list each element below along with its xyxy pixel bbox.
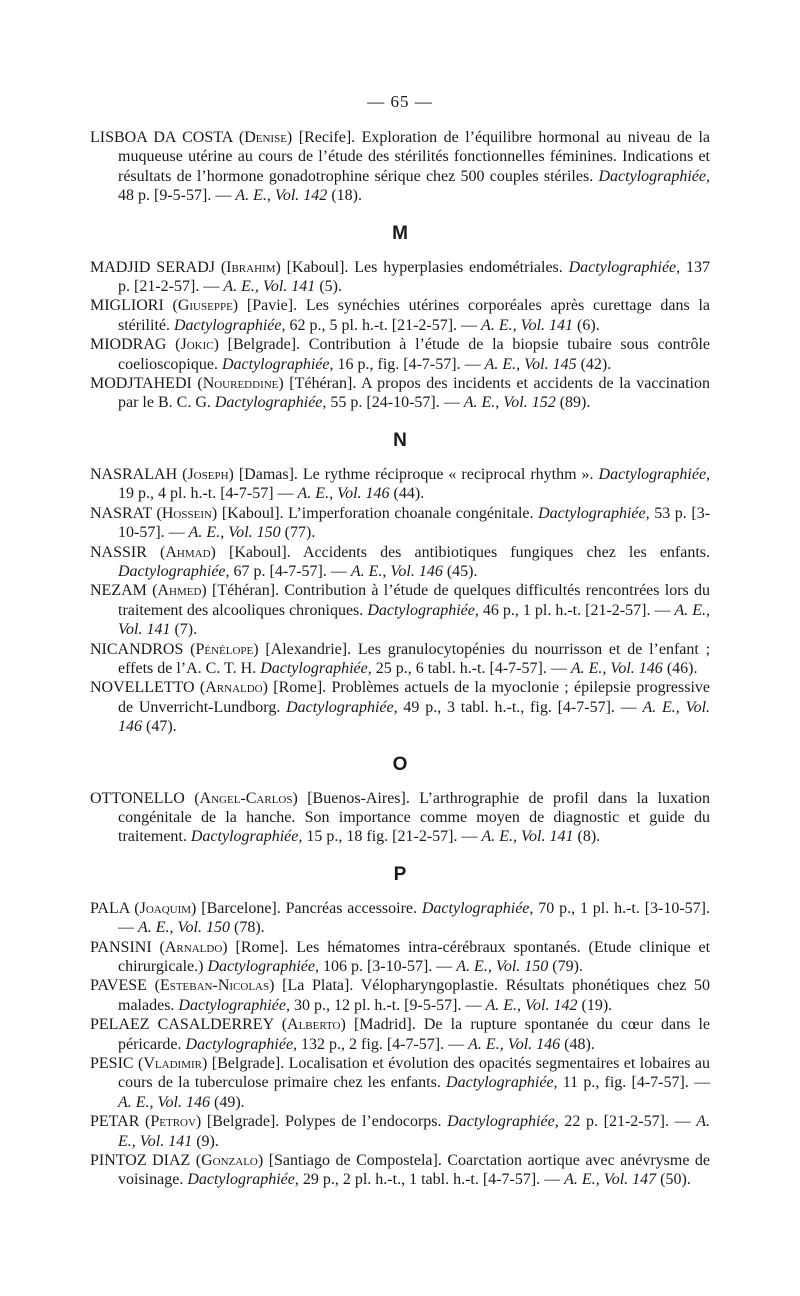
entry-reference: A. E., Vol. 146 bbox=[468, 1035, 561, 1053]
bibliography-entry bbox=[90, 640, 710, 679]
bibliography-entry bbox=[90, 938, 710, 977]
entry-surname: MODJTAHEDI bbox=[90, 375, 192, 393]
entry-city: [Rome]. bbox=[273, 679, 327, 697]
entry-source: Dactylographiée, bbox=[421, 899, 534, 917]
entry-reference: A. E., Vol. 146 bbox=[118, 698, 711, 736]
entry-number: (50). bbox=[660, 1171, 691, 1189]
entry-city: [Madrid]. bbox=[353, 1016, 416, 1034]
entry-given-name: (Petrov) bbox=[145, 1113, 202, 1131]
entry-title: L’imperforation choanale congénitale. bbox=[288, 504, 534, 522]
entry-source: Dactylographiée, bbox=[207, 958, 319, 975]
entry-details: 48 p. [9-5-57]. — bbox=[118, 187, 232, 205]
entry-number: (7). bbox=[174, 621, 198, 639]
entry-title: Accidents des antibiotiques fungiques chez les enfants. bbox=[302, 543, 711, 561]
entry-number: (77). bbox=[284, 524, 316, 542]
entry-details: 46 p., 1 pl. h.-t. [21-2-57]. — bbox=[482, 601, 671, 619]
entry-given-name: (Alberto) bbox=[281, 1016, 346, 1034]
bibliography-entry bbox=[90, 1054, 710, 1112]
entry-given-name: (Denise) bbox=[238, 129, 293, 146]
bibliography-entry bbox=[90, 1151, 710, 1190]
entry-reference: A. E., Vol. 145 bbox=[484, 355, 577, 373]
entry-surname: MIGLIORI bbox=[90, 297, 164, 315]
entry-number: (46). bbox=[666, 659, 698, 677]
entry-surname: NOVELLETTO bbox=[90, 679, 195, 697]
bibliography-entry bbox=[90, 543, 710, 582]
entry-title: Polypes de l’endocorps. bbox=[284, 1113, 442, 1131]
entry-reference: A. E., Vol. 142 bbox=[235, 187, 328, 205]
entry-title: Les granulocytopénies du nourrisson et de l’enfant ; effets de l’A. C. T. H. bbox=[118, 640, 711, 677]
entry-title: Exploration de l’équilibre hormonal au niveau de la muqueuse utérine au cours de l’étude des stérilités fonctionnelles féminines. Indications et résultats de l’hormone gonadotrophine sérique chez 500 couples stériles. bbox=[118, 129, 711, 185]
entry-city: [Recife]. bbox=[298, 129, 356, 146]
entry-title: Problèmes actuels de la myoclonie ; épilepsie progressive de Unverricht-Lundborg. bbox=[118, 679, 710, 716]
entry-city: [Téhéran]. bbox=[289, 375, 357, 393]
entry-details: 11 p., fig. [4-7-57]. — bbox=[562, 1074, 710, 1092]
entry-city: [Kaboul]. bbox=[286, 258, 349, 276]
entry-details: 55 p. [24-10-57]. — bbox=[330, 394, 460, 412]
bibliography-entry bbox=[90, 1015, 710, 1054]
entry-city: [Belgrade]. bbox=[206, 1113, 280, 1131]
entry-surname: PETAR bbox=[90, 1113, 140, 1131]
bibliography-entry bbox=[90, 258, 710, 297]
entry-source: Dactylographiée, bbox=[190, 828, 303, 846]
entry-surname: NASSIR bbox=[90, 543, 147, 561]
entry-title: Pancréas accessoire. bbox=[285, 899, 418, 917]
entry-number: (49). bbox=[214, 1093, 245, 1111]
bibliography-list bbox=[90, 128, 710, 1190]
bibliography-entry bbox=[90, 899, 710, 938]
entry-reference: A. E., Vol. 146 bbox=[118, 1093, 210, 1111]
entry-given-name: (Ibrahim) bbox=[220, 258, 281, 276]
entry-title: Contribution à l’étude de quelques difficultés rencontrées lors du traitement des alcooliques chroniques. bbox=[118, 582, 711, 619]
entry-source: Dactylographiée, bbox=[447, 1113, 559, 1131]
entry-source: Dactylographiée, bbox=[118, 562, 230, 580]
entry-given-name: (Ahmad) bbox=[160, 543, 216, 561]
entry-given-name: (Vladimir) bbox=[138, 1055, 208, 1073]
entry-source: Dactylographiée, bbox=[538, 504, 650, 522]
entry-city: [Rome]. bbox=[235, 938, 289, 956]
entry-number: (42). bbox=[580, 355, 612, 373]
entry-details: 16 p., fig. [4-7-57]. — bbox=[337, 355, 481, 373]
entry-number: (18). bbox=[331, 187, 362, 205]
bibliography-entry bbox=[90, 581, 710, 639]
entry-source: Dactylographiée, bbox=[598, 167, 711, 185]
bibliography-entry bbox=[90, 504, 710, 543]
section-letter: O bbox=[392, 753, 408, 775]
entry-surname: NEZAM bbox=[90, 582, 147, 600]
entry-reference: A. E., Vol. 152 bbox=[463, 394, 556, 412]
entry-surname: PESIC bbox=[90, 1055, 134, 1073]
entry-source: Dactylographiée, bbox=[173, 316, 286, 334]
entry-source: Dactylographiée, bbox=[286, 698, 398, 716]
entry-surname: PALA bbox=[90, 899, 130, 917]
entry-given-name: (Joaquim) bbox=[134, 899, 197, 917]
entry-details: 62 p., 5 pl. h.-t. [21-2-57]. — bbox=[289, 316, 478, 334]
bibliography-entry bbox=[90, 1112, 710, 1151]
entry-surname: NASRALAH bbox=[90, 465, 178, 483]
entry-number: (48). bbox=[564, 1035, 595, 1053]
entry-source: Dactylographiée, bbox=[598, 465, 711, 483]
entry-reference: A. E., Vol. 150 bbox=[138, 919, 230, 937]
entry-city: [Kaboul]. bbox=[221, 504, 284, 522]
entry-city: [La Plata]. bbox=[282, 977, 354, 995]
entry-given-name: (Gonzalo) bbox=[195, 1152, 264, 1170]
entry-details: 19 p., 4 pl. h.-t. [4-7-57] — bbox=[118, 485, 294, 503]
entry-source: Dactylographiée, bbox=[446, 1074, 558, 1092]
entry-details: 67 p. [4-7-57]. — bbox=[233, 562, 347, 580]
entry-given-name: (Arnaldo) bbox=[159, 938, 228, 956]
entry-city: [Buenos-Aires]. bbox=[307, 789, 410, 807]
entry-city: [Alexandrie]. bbox=[265, 640, 352, 658]
bibliography-entry bbox=[90, 128, 710, 206]
bibliography-entry bbox=[90, 335, 710, 374]
section-letter: M bbox=[392, 222, 408, 244]
entry-details: 132 p., 2 fig. [4-7-57]. — bbox=[301, 1035, 465, 1053]
entry-surname: MIODRAG bbox=[90, 336, 167, 354]
entry-surname: OTTONELLO bbox=[90, 789, 185, 807]
entry-title: Contribution à l’étude de la biopsie tubaire sous contrôle coelioscopique. bbox=[118, 336, 711, 373]
entry-number: (89). bbox=[559, 394, 591, 412]
entry-surname: PANSINI bbox=[90, 938, 152, 956]
entry-number: (45). bbox=[446, 562, 478, 580]
entry-city: [Santiago de Compostela]. bbox=[268, 1152, 442, 1170]
entry-reference: A. E., Vol. 150 bbox=[456, 958, 549, 975]
entry-reference: A. E., Vol. 147 bbox=[564, 1171, 657, 1189]
entry-given-name: (Hossein) bbox=[156, 504, 218, 522]
entry-given-name: (Joseph) bbox=[182, 465, 234, 483]
entry-title: A propos des incidents et accidents de la vaccination par le B. C. G. bbox=[118, 375, 711, 412]
entry-surname: PELAEZ CASALDERREY bbox=[90, 1016, 274, 1034]
entry-details: 30 p., 12 pl. h.-t. [9-5-57]. — bbox=[293, 996, 482, 1014]
entry-title: De la rupture spontanée du cœur dans le péricarde. bbox=[118, 1016, 711, 1053]
entry-city: [Belgrade]. bbox=[227, 336, 301, 354]
entry-title: L’arthrographie de profil dans la luxation congénitale de la hanche. Son importance comme moyen de diagnostic et guide du traitement. bbox=[118, 789, 711, 846]
entry-title: Les hyperplasies endométriales. bbox=[354, 258, 563, 276]
entry-given-name: (Jokic) bbox=[175, 336, 219, 354]
entry-reference: A. E., Vol. 141 bbox=[481, 316, 574, 334]
entry-reference: A. E., Vol. 141 bbox=[118, 601, 711, 639]
entry-given-name: (Ahmed) bbox=[152, 582, 207, 600]
entry-source: Dactylographiée, bbox=[214, 394, 327, 412]
bibliography-entry bbox=[90, 678, 710, 736]
section-letter: P bbox=[393, 863, 407, 885]
entry-source: Dactylographiée, bbox=[260, 659, 372, 677]
entry-details: 106 p. [3-10-57]. — bbox=[322, 958, 453, 975]
entry-reference: A. E., Vol. 142 bbox=[485, 996, 578, 1014]
entry-title: Les synéchies utérines corporéales après curettage dans la stérilité. bbox=[118, 297, 711, 334]
section-letter: N bbox=[393, 429, 407, 451]
entry-number: (8). bbox=[577, 828, 601, 846]
entry-given-name: (Giuseppe) bbox=[172, 297, 239, 315]
entry-city: [Damas]. bbox=[238, 465, 298, 483]
bibliography-entry bbox=[90, 374, 710, 413]
entry-source: Dactylographiée, bbox=[367, 601, 479, 619]
entry-given-name: (Pénélope) bbox=[190, 640, 259, 658]
entry-city: [Barcelone]. bbox=[201, 899, 281, 917]
entry-reference: A. E., Vol. 141 bbox=[223, 278, 316, 296]
entry-reference: A. E., Vol. 141 bbox=[481, 828, 574, 846]
entry-surname: MADJID SERADJ bbox=[90, 258, 215, 276]
entry-city: [Téhéran]. bbox=[212, 582, 280, 600]
entry-reference: A. E., Vol. 146 bbox=[350, 562, 443, 580]
entry-given-name: (Noureddine) bbox=[197, 375, 284, 393]
entry-surname: NICANDROS bbox=[90, 640, 184, 658]
entry-source: Dactylographiée, bbox=[178, 996, 290, 1014]
entry-source: Dactylographiée, bbox=[221, 355, 334, 373]
entry-reference: A. E., Vol. 150 bbox=[188, 524, 281, 542]
entry-given-name: (Angel-Carlos) bbox=[194, 789, 298, 807]
entry-details: 53 p. [3-10-57]. — bbox=[118, 504, 711, 542]
entry-number: (9). bbox=[196, 1132, 219, 1150]
entry-reference: A. E., Vol. 146 bbox=[297, 485, 390, 503]
page-number: — 65 — bbox=[367, 92, 433, 111]
bibliography-entry bbox=[90, 976, 710, 1015]
entry-number: (79). bbox=[552, 958, 583, 975]
entry-title: Localisation et évolution des opacités segmentaires et lobaires au cours de la tuberculose primaire chez les enfants. bbox=[118, 1055, 711, 1092]
entry-details: 137 p. [21-2-57]. — bbox=[118, 258, 710, 296]
entry-given-name: (Esteban-Nicolas) bbox=[154, 977, 275, 995]
entry-city: [Pavie]. bbox=[246, 297, 298, 315]
entry-reference: A. E., Vol. 146 bbox=[570, 659, 663, 677]
entry-source: Dactylographiée, bbox=[185, 1035, 298, 1053]
entry-details: 22 p. [21-2-57]. — bbox=[564, 1113, 691, 1131]
entry-surname: PINTOZ DIAZ bbox=[90, 1152, 191, 1170]
entry-details: 15 p., 18 fig. [21-2-57]. — bbox=[306, 828, 478, 846]
bibliography-entry bbox=[90, 296, 710, 335]
entry-surname: NASRAT bbox=[90, 504, 152, 522]
entry-surname: PAVESE bbox=[90, 977, 147, 995]
entry-number: (47). bbox=[146, 718, 177, 736]
entry-city: [Belgrade]. bbox=[211, 1055, 285, 1073]
entry-details: 25 p., 6 tabl. h.-t. [4-7-57]. — bbox=[375, 659, 567, 677]
entry-details: 29 p., 2 pl. h.-t., 1 tabl. h.-t. [4-7-57]. — bbox=[302, 1171, 561, 1189]
entry-title: Le rythme réciproque « reciprocal rhythm ». bbox=[302, 465, 594, 483]
entry-number: (5). bbox=[319, 278, 342, 296]
entry-title: Coarctation aortique avec anévrysme de voisinage. bbox=[118, 1152, 711, 1189]
entry-number: (78). bbox=[234, 919, 265, 937]
entry-details: 70 p., 1 pl. h.-t. [3-10-57]. — bbox=[118, 899, 710, 937]
entry-title: Vélopharyngoplastie. Résultats phonétiques chez 50 malades. bbox=[118, 977, 711, 1014]
entry-source: Dactylographiée, bbox=[187, 1171, 299, 1189]
entry-reference: A. E., Vol. 141 bbox=[118, 1113, 710, 1150]
entry-number: (6). bbox=[577, 316, 600, 334]
bibliography-entry bbox=[90, 789, 710, 847]
entry-details: 49 p., 3 tabl. h.-t., fig. [4-7-57]. — bbox=[403, 698, 637, 716]
entry-source: Dactylographiée, bbox=[568, 258, 681, 276]
entry-city: [Kaboul]. bbox=[228, 543, 291, 561]
entry-title: Les hématomes intra-cérébraux spontanés. (Etude clinique et chirurgicale.) bbox=[118, 938, 711, 975]
bibliography-entry bbox=[90, 465, 710, 504]
entry-number: (19). bbox=[581, 996, 613, 1014]
entry-surname: LISBOA DA COSTA bbox=[90, 129, 233, 146]
entry-given-name: (Arnaldo) bbox=[199, 679, 268, 697]
entry-number: (44). bbox=[393, 485, 425, 503]
